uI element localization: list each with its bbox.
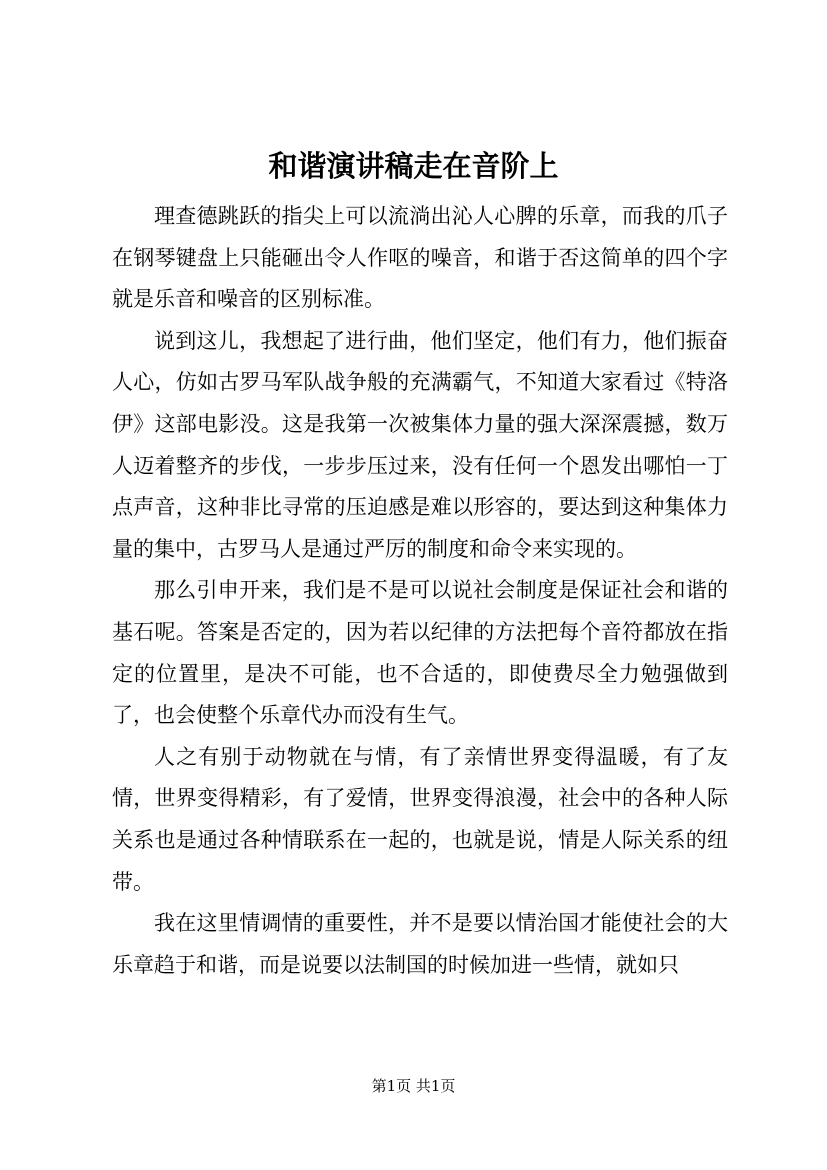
paragraph: 那么引申开来，我们是不是可以说社会制度是保证社会和谐的基石呢。答案是否定的，因为若以纪律的方法把每个音符都放在指定的位置里，是决不可能，也不合适的，即使费尽全力勉强做到了，也会使整个乐章代办而没有生气。 <box>112 578 728 728</box>
paragraph: 理查德跳跃的指尖上可以流淌出沁人心脾的乐章，而我的爪子在钢琴键盘上只能砸出令人作呕的噪音，和谐于否这简单的四个字就是乐音和噪音的区别标准。 <box>112 204 728 312</box>
page-footer: 第1页 共1页 <box>371 1077 456 1095</box>
paragraph: 人之有别于动物就在与情，有了亲情世界变得温暖，有了友情，世界变得精彩，有了爱情，世界变得浪漫，社会中的各种人际关系也是通过各种情联系在一起的，也就是说，情是人际关系的纽带。 <box>112 744 728 894</box>
document-title: 和谐演讲稿走在音阶上 <box>268 149 559 183</box>
paragraph: 我在这里情调情的重要性，并不是要以情治国才能使社会的大乐章趋于和谐，而是说要以法制国的时候加进一些情，就如只 <box>112 911 728 977</box>
document-body <box>112 196 728 986</box>
paragraph: 说到这儿，我想起了进行曲，他们坚定，他们有力，他们振奋人心，仿如古罗马军队战争般的充满霸气，不知道大家看过《特洛伊》这部电影没。这是我第一次被集体力量的强大深深震撼，数万人迈着整齐的步伐，一步步压过来，没有任何一个恩发出哪怕一丁点声音，这种非比寻常的压迫感是难以形容的，要达到这种集体力量的集中，古罗马人是通过严厉的制度和命令来实现的。 <box>112 328 728 561</box>
